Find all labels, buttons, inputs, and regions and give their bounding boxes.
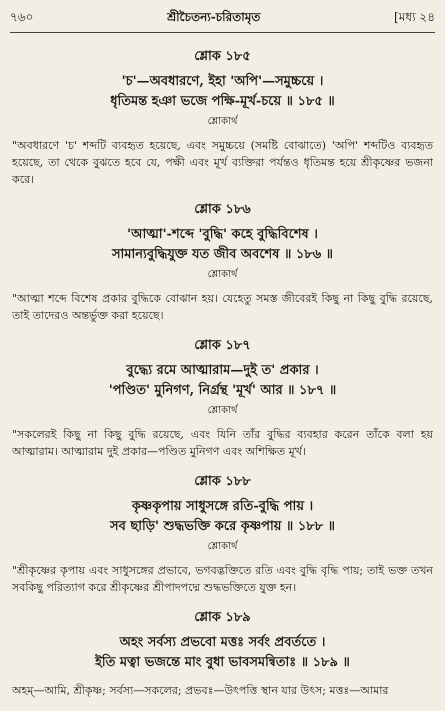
verse-line: সব ছাড়ি' শুদ্ধভক্তি করে কৃষ্ণপায় ॥ ১৮৮ ॥ [109, 519, 335, 534]
verse-line: ইতি মত্বা ভজন্তে মাং বুধা ভাবসমন্বিতাঃ ॥ ১৮৯ ॥ [95, 655, 350, 670]
verse-line: সামান্যবুদ্ধিযুক্ত যত জীব অবশেষ ॥ ১৮৬ ॥ [111, 247, 334, 262]
translation-text: "অবধারণে 'চ' শব্দটি ব্যবহৃত হয়েছে, এবং সমুচ্চয়ে (সমষ্টি বোঝাতে) 'অপি' শব্দটিও ব্যবহৃত হয়েছে, তা থেকে বুঝতে হবে যে, পক্ষী এবং মূর্খ ব্যক্তিরা পর্যন্তও ধৃতিমন্ত হয়ে শ্রীকৃষ্ণের ভজনা করে। [12, 139, 433, 186]
translation-label: শ্লোকার্থ [207, 541, 238, 552]
page-header [10, 8, 435, 33]
section-marker: [মধ্য ২৪ [394, 10, 435, 24]
translation-label: শ্লোকার্থ [207, 116, 238, 127]
translation-text: "শ্রীকৃষ্ণের কৃপায় এবং সাধুসঙ্গের প্রভাবে, ভগবদ্ভক্তিতে রতি এবং বুদ্ধি বৃদ্ধি পায়; তাই ভক্ত তখন সবকিছু পরিত্যাগ করে শ্রীকৃষ্ণের শ্রীপাদপদ্মে শুদ্ধভক্তিতে যুক্ত হন। [12, 564, 433, 594]
running-title: শ্রীচৈতন্য-চরিতামৃত [167, 10, 261, 24]
sloka-heading: শ্লোক ১৮৯ [194, 610, 251, 625]
translation-text: "সকলেরই কিছু না কিছু বুদ্ধি রয়েছে, এবং যিনি তাঁর বুদ্ধির ব্যবহার করেন তাঁকে বলা হয় আত্মারাম। আত্মারাম দুই প্রকার—পণ্ডিত মুনিগণ এবং অশিক্ষিত মূর্খ। [12, 428, 433, 458]
verse-line: অহং সর্বস্য প্রভবো মত্তঃ সর্বং প্রবর্ততে । [119, 635, 326, 650]
page-number: ৭৬০ [10, 10, 34, 24]
verse-line: 'চ'—অবধারণে, ইহা 'অপি'—সমুচ্চয়ে । [121, 74, 324, 89]
verse-line: বুদ্ধ্যে রমে আত্মারাম—দুই ত' প্রকার । [126, 363, 319, 378]
translation-label: শ্লোকার্থ [207, 405, 238, 416]
verse-line: কৃষ্ণকৃপায় সাধুসঙ্গে রতি-বুদ্ধি পায় । [131, 499, 314, 514]
translation-text: "আত্মা শব্দে বিশেষ প্রকার বুদ্ধিকে বোঝান হয়। যেহেতু সমস্ত জীবেরই কিছু না কিছু বুদ্ধি রয়েছে, তাই তাদেরও অন্তর্ভুক্ত করা হয়েছে। [12, 292, 433, 322]
sloka-heading: শ্লোক ১৮৬ [194, 202, 251, 217]
verse-line: 'আত্মা'-শব্দে 'বুদ্ধি' কহে বুদ্ধিবিশেষ । [127, 227, 318, 242]
sloka-188 [10, 472, 435, 596]
sloka-186 [10, 200, 435, 324]
verse-line: 'পণ্ডিত' মুনিগণ, নির্গ্রন্থ 'মূর্খ' আর ॥ ১৮৭ ॥ [108, 383, 337, 398]
translation-label: শ্লোকার্থ [207, 269, 238, 280]
sloka-189 [10, 608, 435, 673]
sloka-185 [10, 47, 435, 188]
sloka-187 [10, 336, 435, 460]
sloka-heading: শ্লোক ১৮৭ [194, 338, 251, 353]
sloka-heading: শ্লোক ১৮৫ [194, 49, 251, 64]
verse-line: ধৃতিমন্ত হঞা ভজে পক্ষি-মূর্খ-চয়ে ॥ ১৮৫ ॥ [110, 94, 335, 109]
sloka-heading: শ্লোক ১৮৮ [194, 474, 251, 489]
word-gloss: অহম্—আমি, শ্রীকৃষ্ণ; সর্বস্য—সকলের; প্রভবঃ—উৎপত্তি স্থান যার উৎস; মত্তঃ—আমার [12, 684, 389, 697]
